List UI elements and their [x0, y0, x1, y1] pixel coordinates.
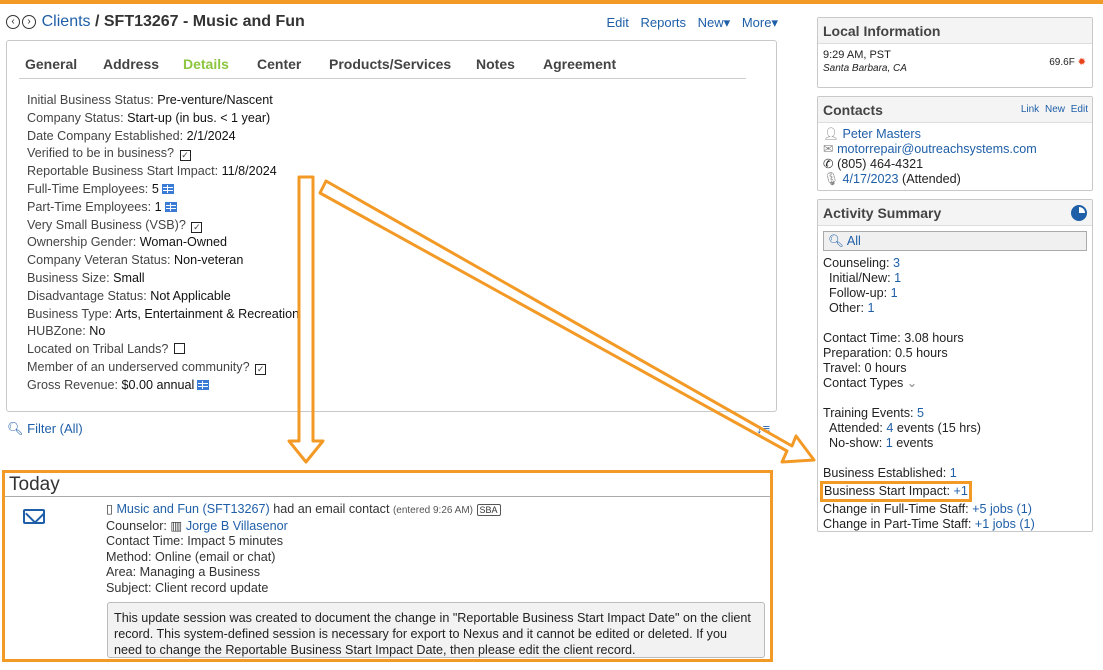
chevron-down-icon: ⌄: [906, 376, 918, 390]
initial-count[interactable]: 1: [894, 271, 902, 285]
microphone-icon: 🎙︎: [823, 172, 839, 186]
contact-email[interactable]: motorrepair@outreachsystems.com: [837, 142, 1037, 156]
pie-chart-icon[interactable]: [1071, 205, 1087, 221]
top-accent-bar: [0, 0, 1103, 4]
tab-address[interactable]: Address: [103, 56, 160, 72]
search-icon: 🔍︎: [828, 234, 844, 248]
weather: 69.6F ✹: [1049, 57, 1086, 68]
forward-icon[interactable]: ›: [22, 15, 36, 29]
tab-center[interactable]: Center: [257, 56, 302, 72]
contact-types-toggle[interactable]: Contact Types ⌄: [823, 376, 918, 390]
field-size: Business Size: Small: [27, 270, 145, 285]
sba-badge: SBA: [477, 504, 501, 516]
tab-general[interactable]: General: [25, 56, 78, 72]
field-initial-status: Initial Business Status: Pre-venture/Nascent: [27, 93, 273, 107]
pt-staff-change[interactable]: +1 jobs (1): [974, 517, 1035, 531]
field-company-status: Company Status: Start-up (in bus. < 1 year): [27, 110, 271, 125]
counselor-link[interactable]: Jorge B Villasenor: [185, 518, 288, 533]
edit-contact-button[interactable]: Edit: [1070, 104, 1088, 115]
breadcrumb-clients[interactable]: Clients: [41, 13, 91, 30]
established-count[interactable]: 1: [949, 466, 957, 480]
today-section: [2, 470, 773, 662]
contacts-panel: Contacts Link New Edit 👤︎ Peter Masters ✉ motorrepair@outreachsystems.com ✆ (805) 464-4321 🎙︎ 4/17/2023 (Attended): [817, 96, 1093, 191]
sort-icon[interactable]: ↕≡: [756, 421, 771, 436]
link-contact-button[interactable]: Link: [1020, 104, 1040, 115]
field-fulltime: Full-Time Employees: 5: [27, 181, 299, 199]
table-icon[interactable]: [165, 202, 177, 212]
noshow-count[interactable]: 1: [885, 436, 893, 450]
attended-count[interactable]: 4: [886, 421, 894, 435]
activity-entry: ▯ Music and Fun (SFT13267) had an email contact (entered 9:26 AM) SBA Counselor: ▥ Jorge B Villasenor Contact Time: Impact 5 minutes Method: Online (email or chat) Area: Managing a Business Subject: Client record update: [106, 502, 501, 596]
tab-bar: [19, 49, 746, 79]
search-icon: 🔍︎: [7, 421, 24, 436]
session-note: This update session was created to document the change in "Reportable Business Start Impact Date" on the client record. This system-defined session is necessary for export to Nexus and it cannot be edited or deleted. If you need to change the Reportable Business Start Impact Date, then please edit the client record.: [107, 602, 765, 658]
tab-agreement[interactable]: Agreement: [543, 56, 617, 72]
person-icon: 👤︎: [823, 127, 839, 141]
field-vsb: Very Small Business (VSB)? ✓: [27, 217, 201, 232]
field-date-established: Date Company Established: 2/1/2024: [27, 128, 236, 143]
new-dropdown[interactable]: New▾: [697, 15, 731, 30]
local-info-title: Local Information: [818, 18, 1092, 44]
contact-date[interactable]: 4/17/2023: [842, 172, 899, 186]
field-disadvantage: Disadvantage Status: Not Applicable: [27, 288, 231, 303]
new-contact-button[interactable]: New: [1044, 104, 1065, 115]
reports-button[interactable]: Reports: [640, 15, 687, 30]
back-icon[interactable]: ‹: [6, 15, 20, 29]
contacts-links: [1018, 104, 1088, 115]
mail-icon: ✉: [823, 142, 834, 156]
followup-count[interactable]: 1: [890, 286, 898, 300]
contact-phone: (805) 464-4321: [837, 157, 924, 171]
bsi-count[interactable]: +1: [953, 484, 968, 498]
header-actions: [598, 15, 778, 31]
field-underserved: Member of an underserved community? ✓: [27, 359, 265, 374]
ft-staff-change[interactable]: +5 jobs (1): [972, 502, 1032, 516]
activity-title: Activity Summary: [818, 200, 1092, 226]
phone-icon: ✆: [823, 157, 834, 171]
filter-link[interactable]: 🔍︎ Filter (All): [7, 421, 83, 436]
details-fields: [27, 92, 299, 395]
checked-icon: ✓: [181, 150, 189, 161]
client-details-panel: [6, 40, 777, 412]
field-business-type: Business Type: Arts, Entertainment & Recreation: [27, 306, 300, 321]
more-dropdown[interactable]: More▾: [741, 15, 778, 30]
field-hubzone: HUBZone: No: [27, 324, 106, 339]
sun-icon: ✹: [1077, 57, 1086, 68]
business-start-impact-highlight: Business Start Impact: +1: [820, 481, 972, 502]
client-link[interactable]: Music and Fun (SFT13267): [116, 502, 270, 516]
local-time: 9:29 AM, PST: [823, 49, 891, 61]
all-filter[interactable]: 🔍︎ All: [823, 231, 1087, 251]
field-verified: Verified to be in business? ✓: [27, 146, 189, 161]
field-veteran: Company Veteran Status: Non-veteran: [27, 253, 244, 268]
contact-name[interactable]: Peter Masters: [842, 127, 921, 141]
field-gender: Ownership Gender: Woman-Owned: [27, 235, 227, 250]
page-header: [6, 13, 778, 35]
edit-button[interactable]: Edit: [606, 15, 629, 30]
activity-summary-panel: Activity Summary 🔍︎ All Counseling: 3 Initial/New: 1 Follow-up: 1 Other: 1 Contact Time: 3.08 hours Preparation: 0.5 hours Travel: 0 hours Contact Types ⌄ Training Events: 5 Attended: 4 events (15 hrs) No-show: 1 events Business Established: 1 Business Start Impact: +1 Change in Full-Time Staff: +5 jobs (1) Change in Part-Time Staff: +1 jobs (1): [817, 199, 1093, 532]
field-rbsi: Reportable Business Start Impact: 11/8/2024: [27, 164, 277, 179]
checked-icon: ✓: [256, 363, 265, 374]
counseling-count[interactable]: 3: [893, 256, 901, 270]
checked-icon: ✓: [193, 221, 201, 232]
unchecked-icon: [174, 343, 185, 354]
field-parttime: Part-Time Employees: 1: [27, 199, 299, 217]
field-revenue: Gross Revenue: $0.00 annual: [27, 377, 299, 395]
building-icon: ▯: [106, 502, 113, 516]
today-heading: Today: [5, 473, 770, 497]
tab-notes[interactable]: Notes: [476, 56, 515, 72]
other-count[interactable]: 1: [867, 301, 875, 315]
table-icon[interactable]: [197, 380, 209, 390]
contacts-title: Contacts Link New Edit: [818, 97, 1092, 123]
local-info-panel: [817, 17, 1093, 88]
training-count[interactable]: 5: [917, 406, 925, 420]
counselor-icon: ▥: [170, 518, 183, 533]
client-title: / SFT13267 - Music and Fun: [90, 13, 305, 30]
tab-details[interactable]: Details: [183, 56, 229, 72]
page-title: [42, 13, 305, 30]
local-location: Santa Barbara, CA: [823, 63, 907, 74]
table-icon[interactable]: [162, 184, 174, 194]
field-tribal: Located on Tribal Lands?: [27, 341, 299, 359]
email-icon: [23, 509, 45, 524]
tab-products-services[interactable]: Products/Services: [329, 56, 452, 72]
